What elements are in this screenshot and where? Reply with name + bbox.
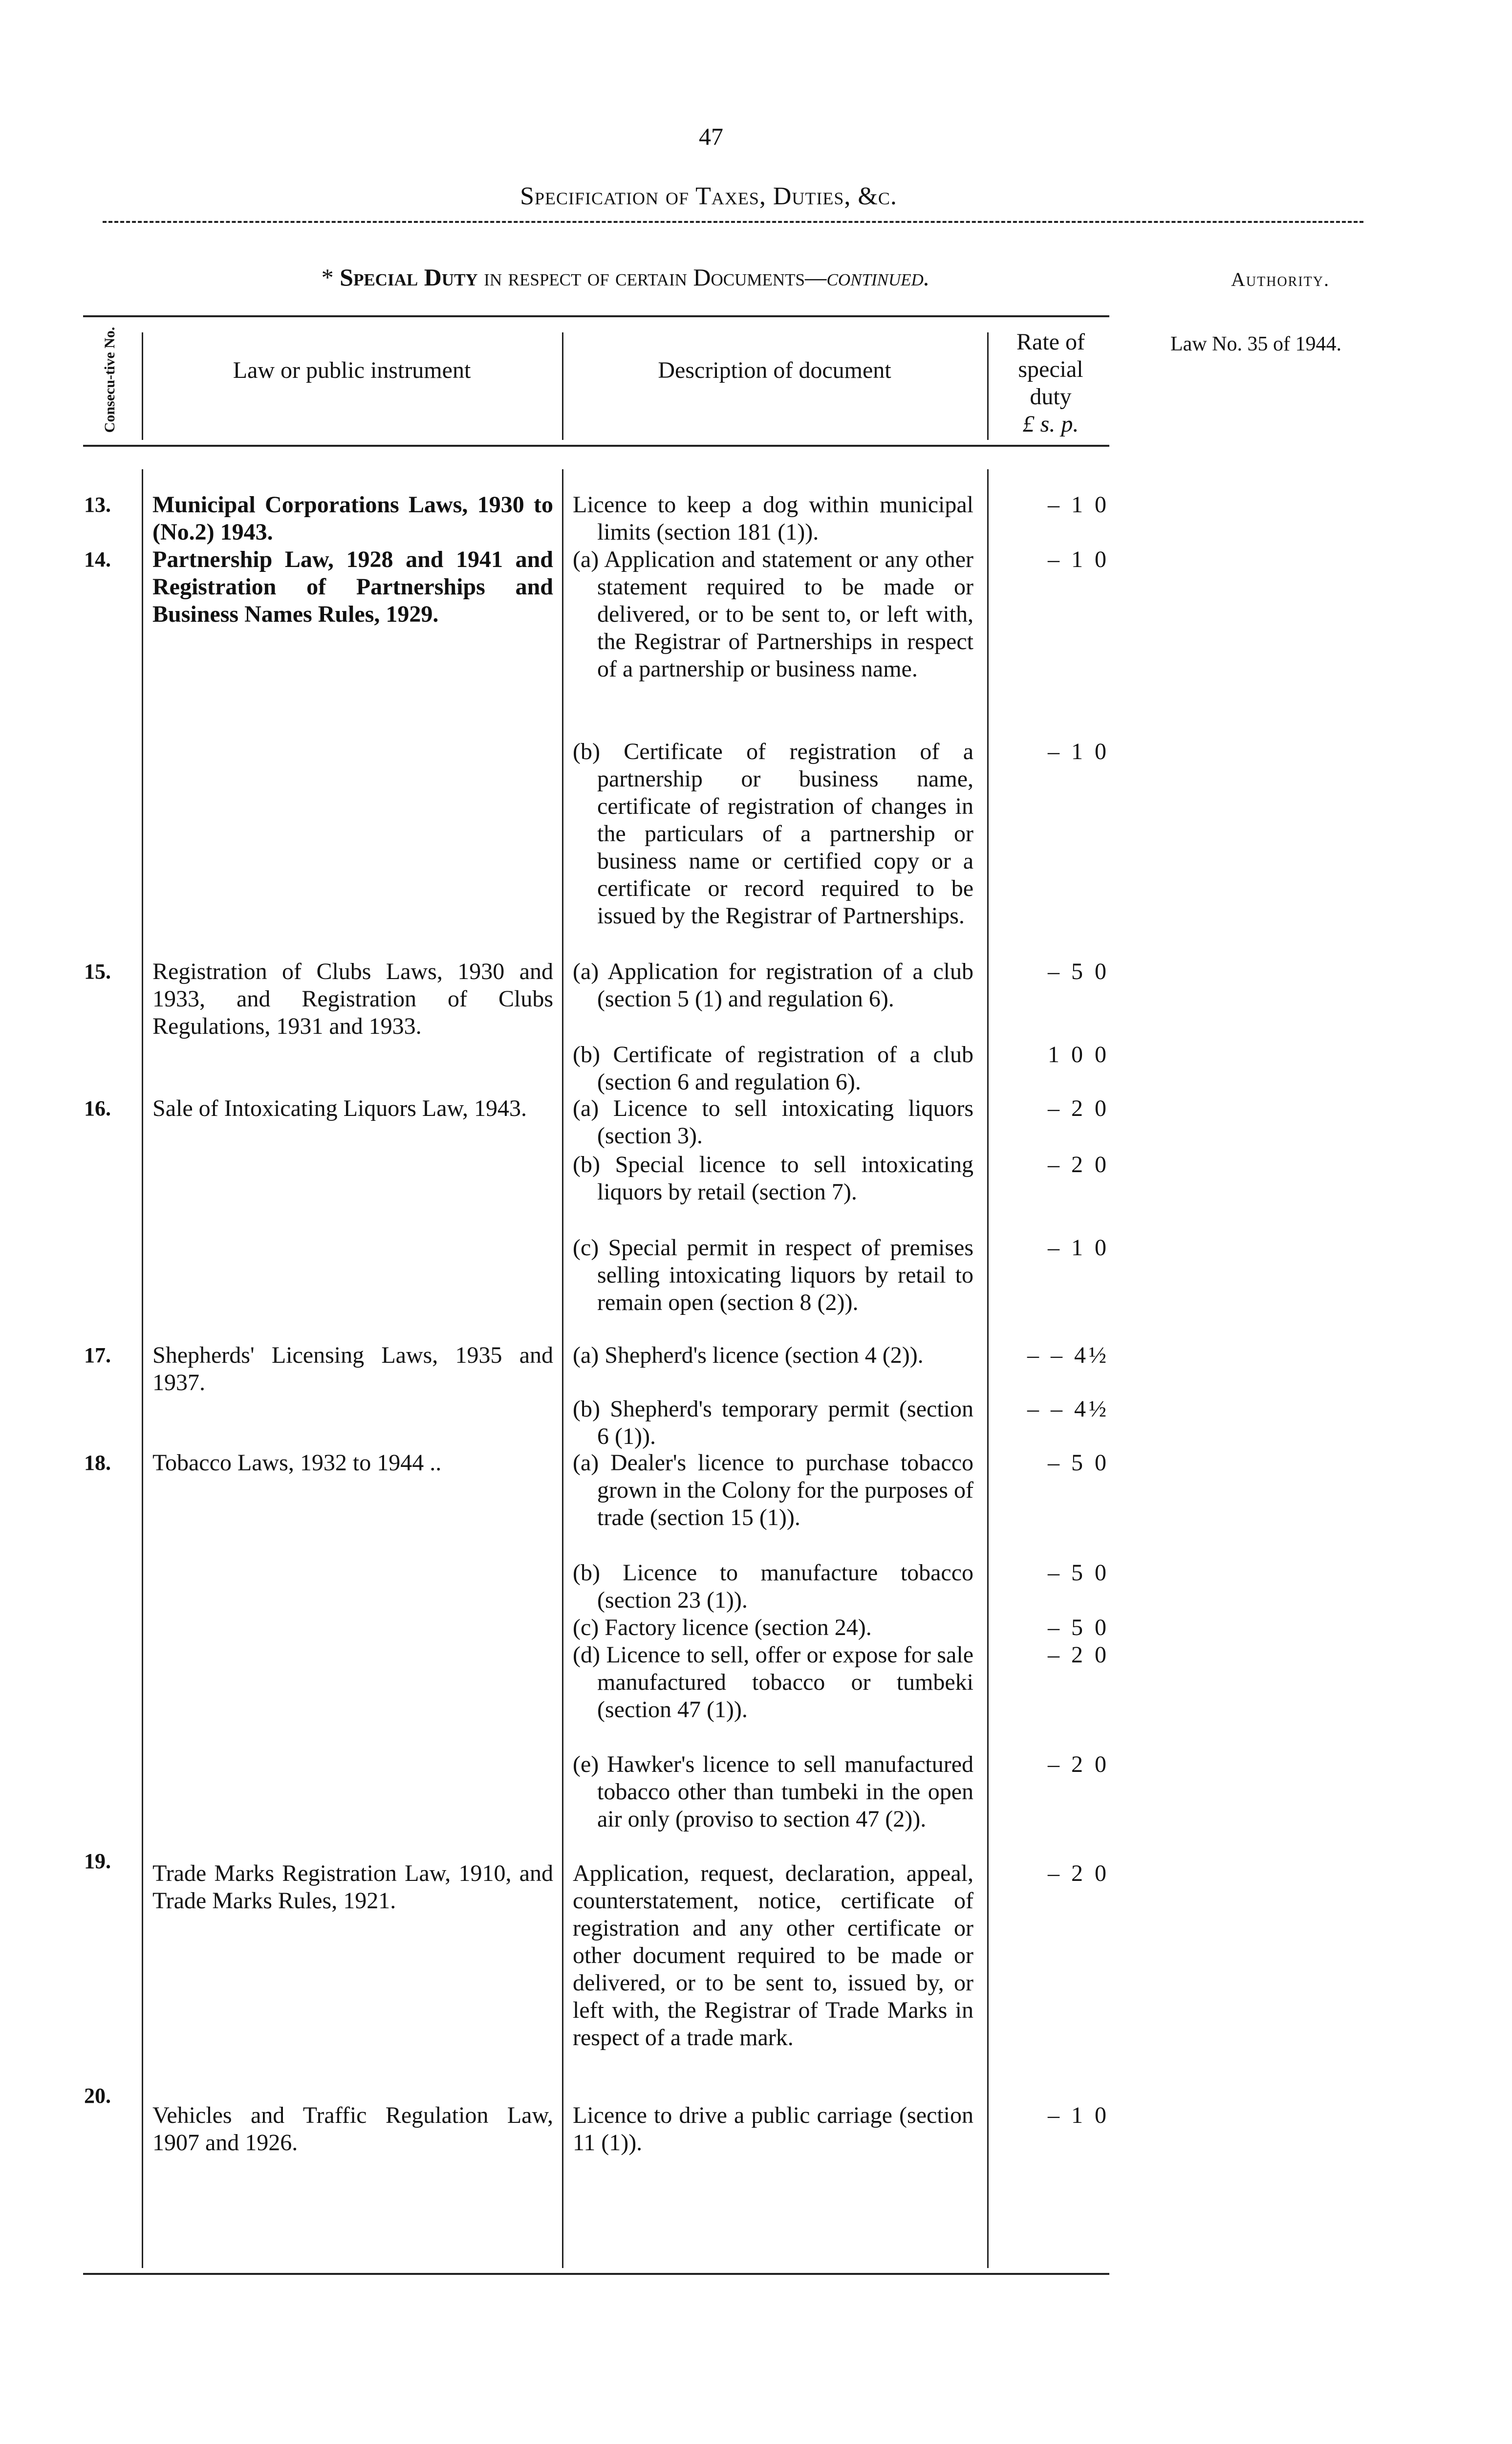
description-cell: [573, 1151, 973, 1206]
rate-header-line3: duty: [1030, 384, 1072, 410]
column-divider: [987, 332, 989, 440]
rate-value: – 2 0: [1048, 1751, 1109, 1777]
section-title-continued: —continued.: [805, 263, 930, 291]
description-item: Licence to keep a dog within municipal limits (section 181 (1)).: [573, 492, 973, 545]
section-title: [191, 263, 1060, 291]
description-item: Licence to drive a public carriage (section 11 (1)).: [573, 2102, 973, 2156]
description-item: (b) Certificate of registration of a partnership or business name, certificate of registration of changes in the particulars of a partnership or business name or certified copy or a certificate or record required to be issued by the Registrar of Partnerships.: [573, 739, 973, 929]
column-header-consecutive: Consecu-tive No.: [102, 327, 118, 433]
rate-value: – 5 0: [1048, 1615, 1109, 1640]
rate-value: – 1 0: [1048, 2102, 1109, 2128]
description-cell: [573, 1449, 973, 1531]
description-cell: [573, 1234, 973, 1316]
law-cell: Municipal Corporations Laws, 1930 to (No.2) 1943.: [152, 492, 553, 545]
description-cell: [573, 1751, 973, 1833]
rate-value: – 1 0: [1048, 546, 1109, 572]
rate-value: – 2 0: [1048, 1095, 1109, 1121]
section-title-rest: in respect of certain Documents: [477, 263, 805, 291]
law-cell: Tobacco Laws, 1932 to 1944 ..: [152, 1450, 442, 1476]
row-number: 16.: [84, 1096, 111, 1120]
description-item: (b) Special licence to sell intoxicating liquors by retail (section 7).: [573, 1152, 973, 1205]
description-cell: [573, 1396, 973, 1450]
column-header-law: Law or public instrument: [233, 357, 471, 383]
rate-header-units: £ s. p.: [1022, 411, 1079, 437]
rate-value: – 2 0: [1048, 1642, 1109, 1668]
description-item: (d) Licence to sell, offer or expose for sale manufactured tobacco or tumbeki (section 47 (1)).: [573, 1642, 973, 1723]
rate-value: – 5 0: [1048, 1560, 1109, 1586]
law-cell: Sale of Intoxicating Liquors Law, 1943.: [152, 1095, 527, 1121]
description-item: (a) Licence to sell intoxicating liquors (section 3).: [573, 1095, 973, 1149]
description-item: (c) Factory licence (section 24).: [573, 1615, 872, 1640]
description-cell: [573, 1614, 973, 1641]
row-number: 14.: [84, 547, 111, 571]
rate-value: – 2 0: [1048, 1152, 1109, 1178]
row-number: 18.: [84, 1451, 111, 1475]
row-number: 20.: [84, 2084, 111, 2108]
column-divider: [562, 469, 563, 2268]
description-cell: [573, 1559, 973, 1614]
row-number: 13.: [84, 493, 111, 517]
description-item: (a) Application and statement or any other statement required to be made or delivered, or to be sent to, or left with, the Registrar of Partnerships in respect of a partnership or business name.: [573, 546, 973, 682]
rate-value: – 1 0: [1048, 1235, 1109, 1261]
description-cell: [573, 958, 973, 1013]
law-cell: Vehicles and Traffic Regulation Law, 1907 and 1926.: [152, 2102, 553, 2156]
rate-value: – 5 0: [1048, 1450, 1109, 1476]
column-header-description: Description of document: [658, 357, 891, 383]
row-number: 19.: [84, 1849, 111, 1873]
description-item: (e) Hawker's licence to sell manufactured tobacco other than tumbeki in the open air only (proviso to section 47 (2)).: [573, 1751, 973, 1832]
law-cell: Registration of Clubs Laws, 1930 and 1933, and Registration of Clubs Regulations, 1931 and 1933.: [152, 959, 553, 1039]
column-divider: [142, 332, 143, 440]
rate-value: – 5 0: [1048, 959, 1109, 984]
column-divider: [987, 469, 989, 2268]
description-cell: [573, 2102, 973, 2157]
table-bottom-rule: [83, 2273, 1109, 2275]
header-rule: [103, 221, 1363, 223]
description-cell: [573, 491, 973, 546]
description-item: (a) Application for registration of a club (section 5 (1) and regulation 6).: [573, 959, 973, 1012]
column-header-rate: [992, 328, 1109, 438]
description-item: (a) Dealer's licence to purchase tobacco grown in the Colony for the purposes of trade (section 15 (1)).: [573, 1450, 973, 1530]
law-cell: Shepherds' Licensing Laws, 1935 and 1937.: [152, 1342, 553, 1396]
description-cell: [573, 1641, 973, 1724]
description-item: (b) Certificate of registration of a club (section 6 and regulation 6).: [573, 1042, 973, 1095]
column-divider: [142, 469, 143, 2268]
law-cell: Partnership Law, 1928 and 1941 and Registration of Partnerships and Business Names Rules, 1929.: [152, 546, 553, 627]
table-top-rule: [83, 315, 1109, 317]
description-cell: [573, 738, 973, 930]
rate-value: 1 0 0: [1048, 1042, 1109, 1068]
rate-value: – 2 0: [1048, 1860, 1109, 1886]
section-title-star: *: [321, 263, 340, 291]
description-cell: [573, 1095, 973, 1150]
description-item: (a) Shepherd's licence (section 4 (2)).: [573, 1342, 924, 1368]
row-number: 15.: [84, 960, 111, 983]
rate-value: – 1 0: [1048, 492, 1109, 518]
row-number: 17.: [84, 1343, 111, 1367]
rate-header-line2: special: [1018, 356, 1083, 382]
rate-value: – – 4½: [1027, 1396, 1109, 1422]
description-cell: [573, 546, 973, 683]
rate-value: – 1 0: [1048, 739, 1109, 764]
column-divider: [562, 332, 563, 440]
rate-value: – – 4½: [1027, 1342, 1109, 1368]
table-header-rule: [83, 445, 1109, 447]
section-title-bold: Special Duty: [340, 263, 478, 291]
running-head: Specification of Taxes, Duties, &c.: [520, 182, 897, 210]
description-cell: [573, 1342, 973, 1369]
description-cell: [573, 1041, 973, 1096]
authority-heading: Authority.: [1231, 268, 1330, 290]
authority-law: Law No. 35 of 1944.: [1170, 333, 1341, 355]
description-item: (b) Licence to manufacture tobacco (section 23 (1)).: [573, 1560, 973, 1613]
description-cell: [573, 1860, 973, 2051]
description-item: Application, request, declaration, appeal, counterstatement, notice, certificate of registration and any other certificate or other document required to be made or delivered, or to be sent to, issued by, or left with, the Registrar of Trade Marks in respect of a trade mark.: [573, 1860, 973, 2051]
law-cell: Trade Marks Registration Law, 1910, and Trade Marks Rules, 1921.: [152, 1860, 553, 1914]
page-number: 47: [699, 123, 723, 150]
description-item: (c) Special permit in respect of premises selling intoxicating liquors by retail to remain open (section 8 (2)).: [573, 1235, 973, 1315]
description-item: (b) Shepherd's temporary permit (section 6 (1)).: [573, 1396, 973, 1449]
rate-header-line1: Rate of: [1016, 329, 1085, 355]
